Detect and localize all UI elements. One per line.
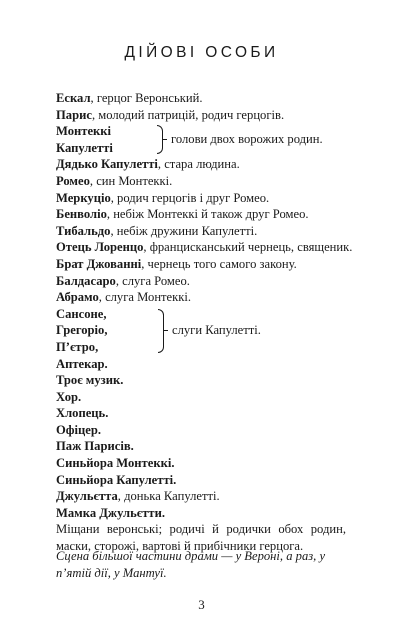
character-name: Хлопець. <box>56 406 109 421</box>
character-name: Отець Лоренцо <box>56 240 144 255</box>
cast-entry <box>56 472 356 489</box>
character-name: Абрамо <box>56 290 99 305</box>
cast-group-heads <box>56 123 356 156</box>
character-desc: , чернець того самого закону. <box>141 256 297 271</box>
character-name: Синьйора Капулетті. <box>56 472 177 487</box>
closing-paragraph: Міщани веронські; родичі й родички обох родин, маски, сторожі, вартові й прибічники герцога. <box>56 522 346 554</box>
cast-entry <box>56 372 356 389</box>
character-desc: , стара людина. <box>157 157 240 172</box>
group-note: слуги Капулетті. <box>172 322 261 337</box>
character-desc: , небіж дружини Капулетті. <box>110 223 258 238</box>
character-desc: , молодий патрицій, родич герцогів. <box>91 107 285 122</box>
character-name: Хор. <box>56 389 82 404</box>
cast-entry <box>56 356 356 373</box>
cast-entry <box>56 107 356 124</box>
cast-entry <box>56 173 356 190</box>
character-name: Мамка Джульєтти. <box>56 505 165 520</box>
cast-entry <box>56 505 356 522</box>
cast-entry <box>56 223 356 240</box>
cast-entry <box>56 239 356 256</box>
character-name: Капулетті <box>56 140 113 155</box>
cast-list <box>56 90 356 555</box>
cast-entry <box>56 156 356 173</box>
cast-group-servants <box>56 306 356 356</box>
character-name: Синьйора Монтеккі. <box>56 456 175 471</box>
brace-bracket <box>158 309 164 353</box>
character-name: Монтеккі <box>56 124 112 139</box>
character-desc: , слуга Монтеккі. <box>98 290 192 305</box>
character-desc: , герцог Веронський. <box>90 91 203 105</box>
page-number: 3 <box>198 597 205 612</box>
brace-tip <box>163 139 167 140</box>
cast-entry <box>56 206 356 223</box>
cast-entry <box>56 422 356 439</box>
character-name: Дядько Капулетті <box>56 157 158 172</box>
character-desc: , донька Капулетті. <box>117 489 220 504</box>
character-name: Троє музик. <box>56 373 124 388</box>
page-title: ДІЙОВІ ОСОБИ <box>124 44 279 61</box>
character-name: Джульєтта <box>56 489 118 504</box>
character-name: Паж Парисів. <box>56 439 134 454</box>
group-note: голови двох ворожих родин. <box>171 132 323 147</box>
cast-entry <box>56 405 356 422</box>
character-name: Сансоне, <box>56 306 107 321</box>
character-name: П’єтро, <box>56 339 99 354</box>
cast-entry <box>56 438 356 455</box>
character-name: Брат Джованні <box>56 256 142 271</box>
brace-tip <box>164 330 168 331</box>
cast-entry <box>56 339 356 356</box>
character-name: Бенволіо <box>56 207 107 222</box>
cast-entry <box>56 389 356 406</box>
character-name: Офіцер. <box>56 422 102 437</box>
character-name: Ескал <box>56 91 91 105</box>
cast-entry <box>56 488 356 505</box>
character-desc: , родич герцогів і друг Ромео. <box>110 190 270 205</box>
character-name: Балдасаро <box>56 273 116 288</box>
cast-entry <box>56 90 356 107</box>
character-name: Парис <box>56 107 92 122</box>
character-name: Аптекар. <box>56 356 108 371</box>
character-name: Грегоріо, <box>56 323 108 338</box>
character-name: Тибальдо <box>56 223 111 238</box>
character-desc: , слуга Ромео. <box>115 273 190 288</box>
cast-entry <box>56 190 356 207</box>
character-name: Ромео <box>56 173 90 188</box>
cast-entry <box>56 455 356 472</box>
cast-entry <box>56 289 356 306</box>
character-name: Меркуціо <box>56 190 111 205</box>
character-desc: , небіж Монтеккі й також друг Ромео. <box>106 207 309 222</box>
character-desc: , францисканський чернець, священик. <box>143 240 353 255</box>
cast-entry <box>56 273 356 290</box>
cast-entry <box>56 256 356 273</box>
scene-note: Сцена більшої частини драми — у Вероні, а раз, у п’ятій дії, у Мантуї. <box>56 549 326 580</box>
character-desc: , син Монтеккі. <box>89 173 173 188</box>
cast-entry <box>56 306 356 323</box>
